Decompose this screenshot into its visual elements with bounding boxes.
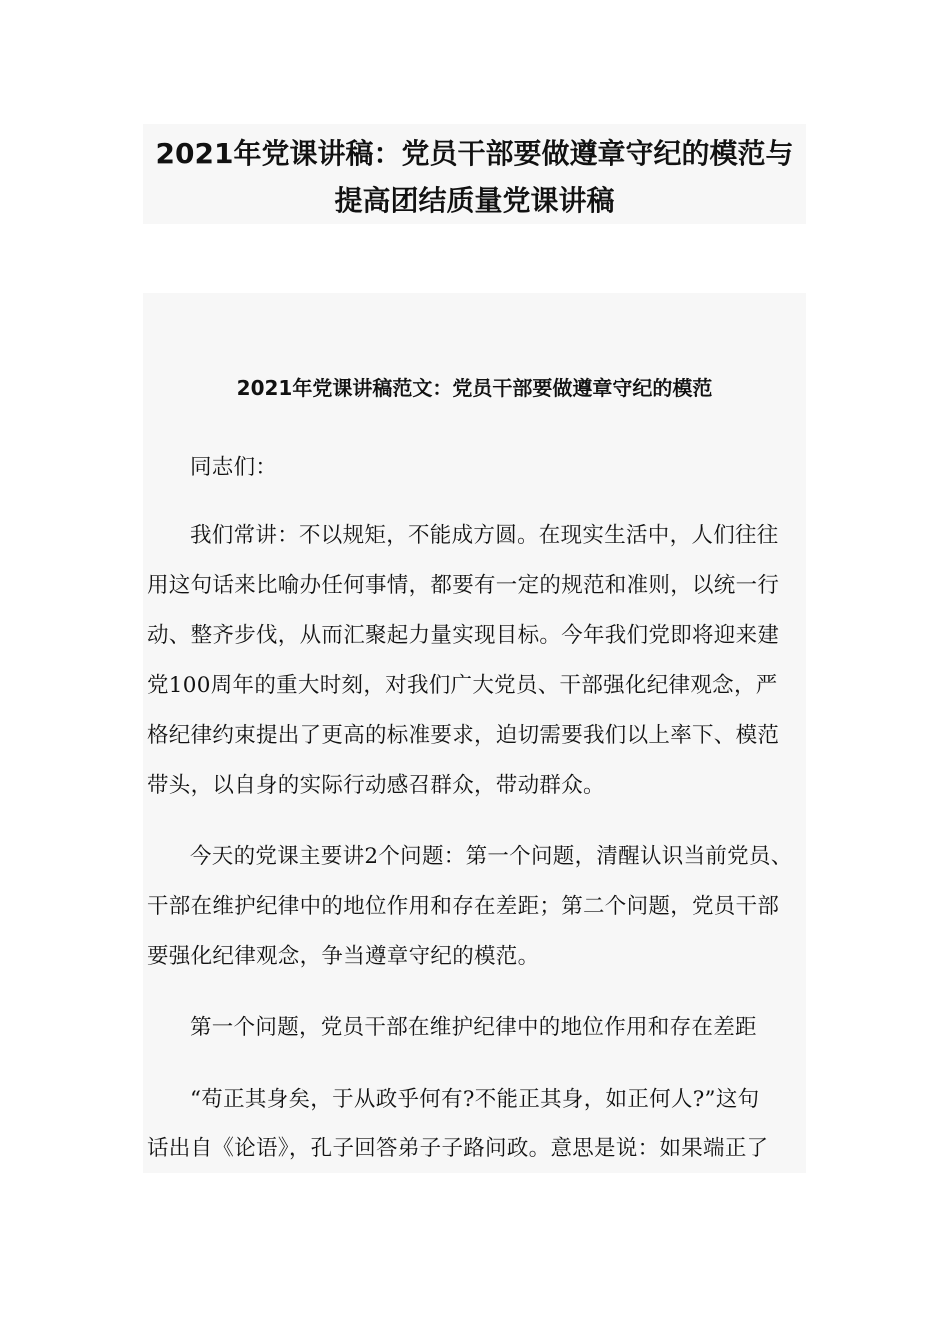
section-heading: 第一个问题，党员干部在维护纪律中的地位作用和存在差距 <box>190 1015 757 1040</box>
article-subtitle: 2021年党课讲稿范文：党员干部要做遵章守纪的模范 <box>236 376 713 400</box>
paragraph-line: “苟正其身矣，于从政乎何有?不能正其身，如正何人?”这句 <box>190 1087 760 1112</box>
greeting: 同志们： <box>190 455 278 480</box>
paragraph-line: 用这句话来比喻办任何事情，都要有一定的规范和准则，以统一行 <box>147 573 780 598</box>
paragraph-line: 党100周年的重大时刻，对我们广大党员、干部强化纪律观念，严 <box>147 673 778 698</box>
paragraph-line: 我们常讲：不以规矩，不能成方圆。在现实生活中，人们往往 <box>190 523 779 548</box>
paragraph-line: 话出自《论语》，孔子回答弟子子路问政。意思是说：如果端正了 <box>147 1136 769 1161</box>
document-title <box>143 124 806 224</box>
paragraph-line: 格纪律约束提出了更高的标准要求，迫切需要我们以上率下、模范 <box>147 723 780 748</box>
title-line-2: 提高团结质量党课讲稿 <box>334 184 615 217</box>
document-body <box>143 293 806 1173</box>
paragraph-line: 干部在维护纪律中的地位作用和存在差距；第二个问题，党员干部 <box>147 894 780 919</box>
paragraph-line: 要强化纪律观念，争当遵章守纪的模范。 <box>147 944 540 969</box>
paragraph-line: 带头，以自身的实际行动感召群众，带动群众。 <box>147 773 605 798</box>
paragraph-line: 今天的党课主要讲2个问题：第一个问题，清醒认识当前党员、 <box>190 844 793 869</box>
paragraph-line: 动、整齐步伐，从而汇聚起力量实现目标。今年我们党即将迎来建 <box>147 623 780 648</box>
title-line-1: 2021年党课讲稿：党员干部要做遵章守纪的模范与 <box>155 137 794 170</box>
